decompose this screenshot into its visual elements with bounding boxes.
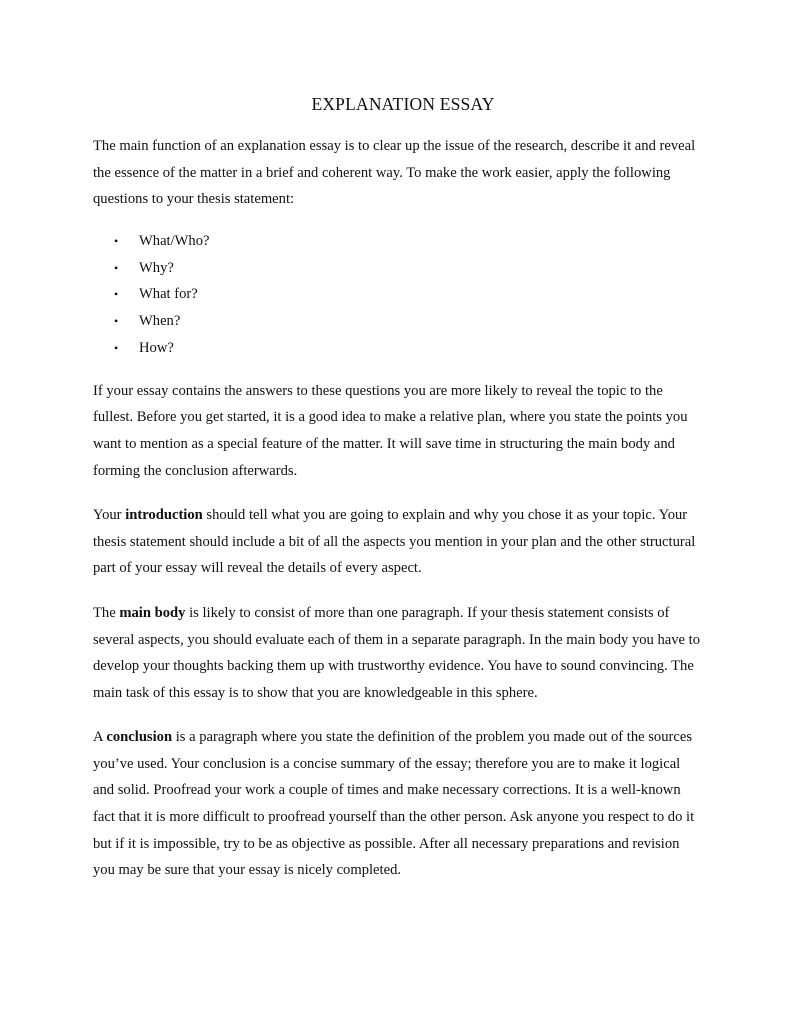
list-item (93, 228, 703, 255)
introduction-lead: Your (93, 507, 126, 524)
document-page (93, 92, 703, 902)
list-item (93, 255, 703, 282)
plan-paragraph: If your essay contains the answers to these questions you are more likely to reveal the topic to the fullest. Before you get started, it is a good idea to make a relative plan, where you state the points you want to mention as a special feature of the matter. It will save time in structuring the main body and forming the conclusion afterwards. (93, 382, 688, 479)
main-body-term: main body (119, 604, 186, 621)
introduction-paragraph (93, 502, 703, 582)
list-item-text: What for? (139, 286, 198, 303)
bullet-icon: • (114, 260, 119, 275)
main-body-lead: The (93, 604, 120, 621)
list-item-text: What/Who? (139, 232, 210, 249)
conclusion-term: conclusion (106, 729, 173, 746)
conclusion-paragraph (93, 724, 703, 884)
introduction-text: should tell what you are going to explain and why you chose it as your topic. Your thesis statement should include a bit of all the aspects you mention in your plan and the other structural part of your essay will reveal the details of every aspect. (93, 507, 696, 577)
main-body-paragraph (93, 600, 703, 706)
main-body-text: is likely to consist of more than one paragraph. If your thesis statement consists of several aspects, you should evaluate each of them in a separate paragraph. In the main body you have to develop your thoughts backing them up with trustworthy evidence. You have to sound convincing. The main task of this essay is to show that you are knowledgeable in this sphere. (93, 604, 701, 701)
bullet-icon: • (114, 287, 119, 302)
list-item (93, 308, 703, 335)
list-item-text: When? (139, 313, 181, 330)
list-item-text: Why? (139, 259, 174, 276)
document-title: EXPLANATION ESSAY (311, 94, 495, 114)
questions-list (93, 228, 703, 362)
conclusion-text: is a paragraph where you state the definition of the problem you made out of the sources you’ve used. Your conclusion is a concise summary of the essay; therefore you are to make it logical and solid. Proofread your work a couple of times and make necessary corrections. It is a well-known fact that it is more difficult to proofread yourself than the other person. Ask anyone you respect to do it but if it is impossible, try to be as objective as possible. After all necessary preparations and revision you may be sure that your essay is nicely completed. (93, 729, 695, 879)
introduction-term: introduction (125, 507, 203, 524)
bullet-icon: • (114, 314, 119, 329)
bullet-icon: • (114, 340, 119, 355)
list-item-text: How? (139, 339, 174, 356)
bullet-icon: • (114, 233, 119, 248)
conclusion-lead: A (93, 729, 107, 746)
list-item (93, 281, 703, 308)
intro-paragraph: The main function of an explanation essay is to clear up the issue of the research, describe it and reveal the essence of the matter in a brief and coherent way. To make the work easier, apply the following questions to your thesis statement: (93, 138, 696, 208)
list-item (93, 335, 703, 362)
